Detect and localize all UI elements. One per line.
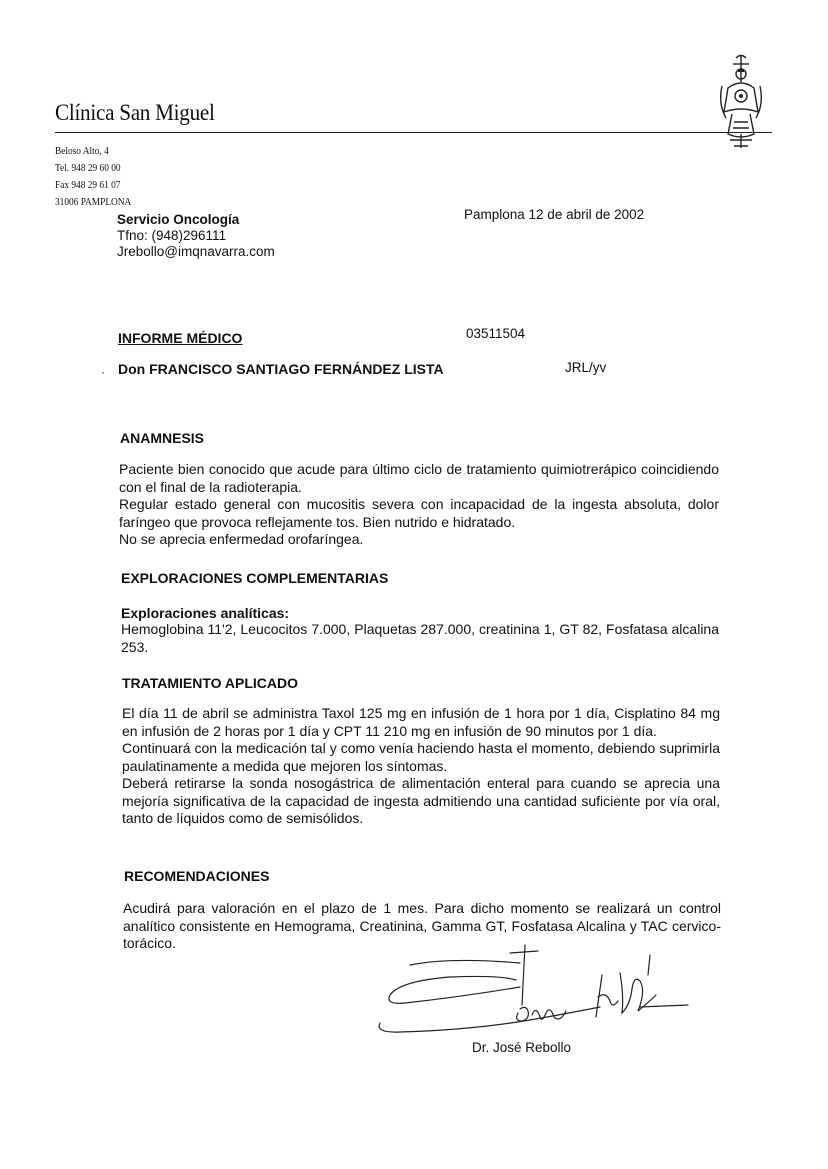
clinic-name: Clínica San Miguel [55,100,215,125]
section-body-anamnesis [119,461,719,549]
tratamiento-paragraph: El día 11 de abril se administra Taxol 125 mg en infusión de 1 hora por 1 día, Cisplatino 84 mg en infusión de 2 horas por 1 día y CPT 11 210 mg en infusión de 90 minutos por 1 día. [122,705,720,739]
section-title-anamnesis: ANAMNESIS [120,430,205,446]
section-title-tratamiento: TRATAMIENTO APLICADO [122,675,299,691]
report-number: 03511504 [466,326,526,341]
service-phone: Tfno: (948)296111 [117,228,227,243]
anamnesis-paragraph: Regular estado general con mucositis severa con incapacidad de la ingesta absoluta, dolor faríngeo que provoca reflejamente tos. Bien nutrido e hidratado. [119,496,719,530]
service-name: Servicio Oncología [117,212,240,227]
clinic-emblem-icon [716,52,766,152]
address-street: Beloso Alto, 4 [55,145,109,157]
doctor-name: Dr. José Rebollo [472,1040,572,1055]
address-fax: Fax 948 29 61 07 [55,179,121,191]
report-title: INFORME MÉDICO [118,330,243,346]
anamnesis-paragraph: Paciente bien conocido que acude para último ciclo de tratamiento quimiotrerápico coincidiendo con el final de la radioterapia. [119,461,719,495]
section-body-tratamiento [122,705,720,828]
service-email: Jrebollo@imqnavarra.com [117,244,275,259]
section-title-exploraciones: EXPLORACIONES COMPLEMENTARIAS [121,570,389,586]
address-city: 31006 PAMPLONA [55,196,132,208]
header-divider [55,132,772,133]
reference-code: JRL/yv [565,360,607,375]
anamnesis-paragraph: No se aprecia enfermedad orofaríngea. [119,531,364,547]
section-body-exploraciones: Hemoglobina 11'2, Leucocitos 7.000, Plaquetas 287.000, creatinina 1, GT 82, Fosfatasa alcalina 253. [121,621,719,655]
section-title-recomendaciones: RECOMENDACIONES [124,868,270,884]
patient-name: Don FRANCISCO SANTIAGO FERNÁNDEZ LISTA [118,361,444,377]
section-subtitle-analiticas: Exploraciones analíticas: [121,605,290,621]
address-phone: Tel. 948 29 60 00 [55,162,121,174]
tratamiento-paragraph: Deberá retirarse la sonda nosogástrica de alimentación enteral para cuando se aprecia una mejoría significativa de la capacidad de ingesta admitiendo una cantidad suficiente por vía oral, tanto de líquidos como de semisólidos. [122,775,720,826]
margin-dot: · [101,365,105,379]
tratamiento-paragraph: Continuará con la medicación tal y como venía haciendo hasta el momento, debiendo suprimirla paulatinamente a medida que mejoren los síntomas. [122,740,720,774]
address-block [55,143,131,211]
section-body-recomendaciones: Acudirá para valoración en el plazo de 1 mes. Para dicho momento se realizará un control analítico consistente en Hemograma, Creatinina, Gamma GT, Fosfatasa Alcalina y TAC cervico-torácico. [123,900,721,951]
date-line: Pamplona 12 de abril de 2002 [464,207,645,222]
handwritten-signature [370,935,700,1045]
sender-block [117,212,275,260]
